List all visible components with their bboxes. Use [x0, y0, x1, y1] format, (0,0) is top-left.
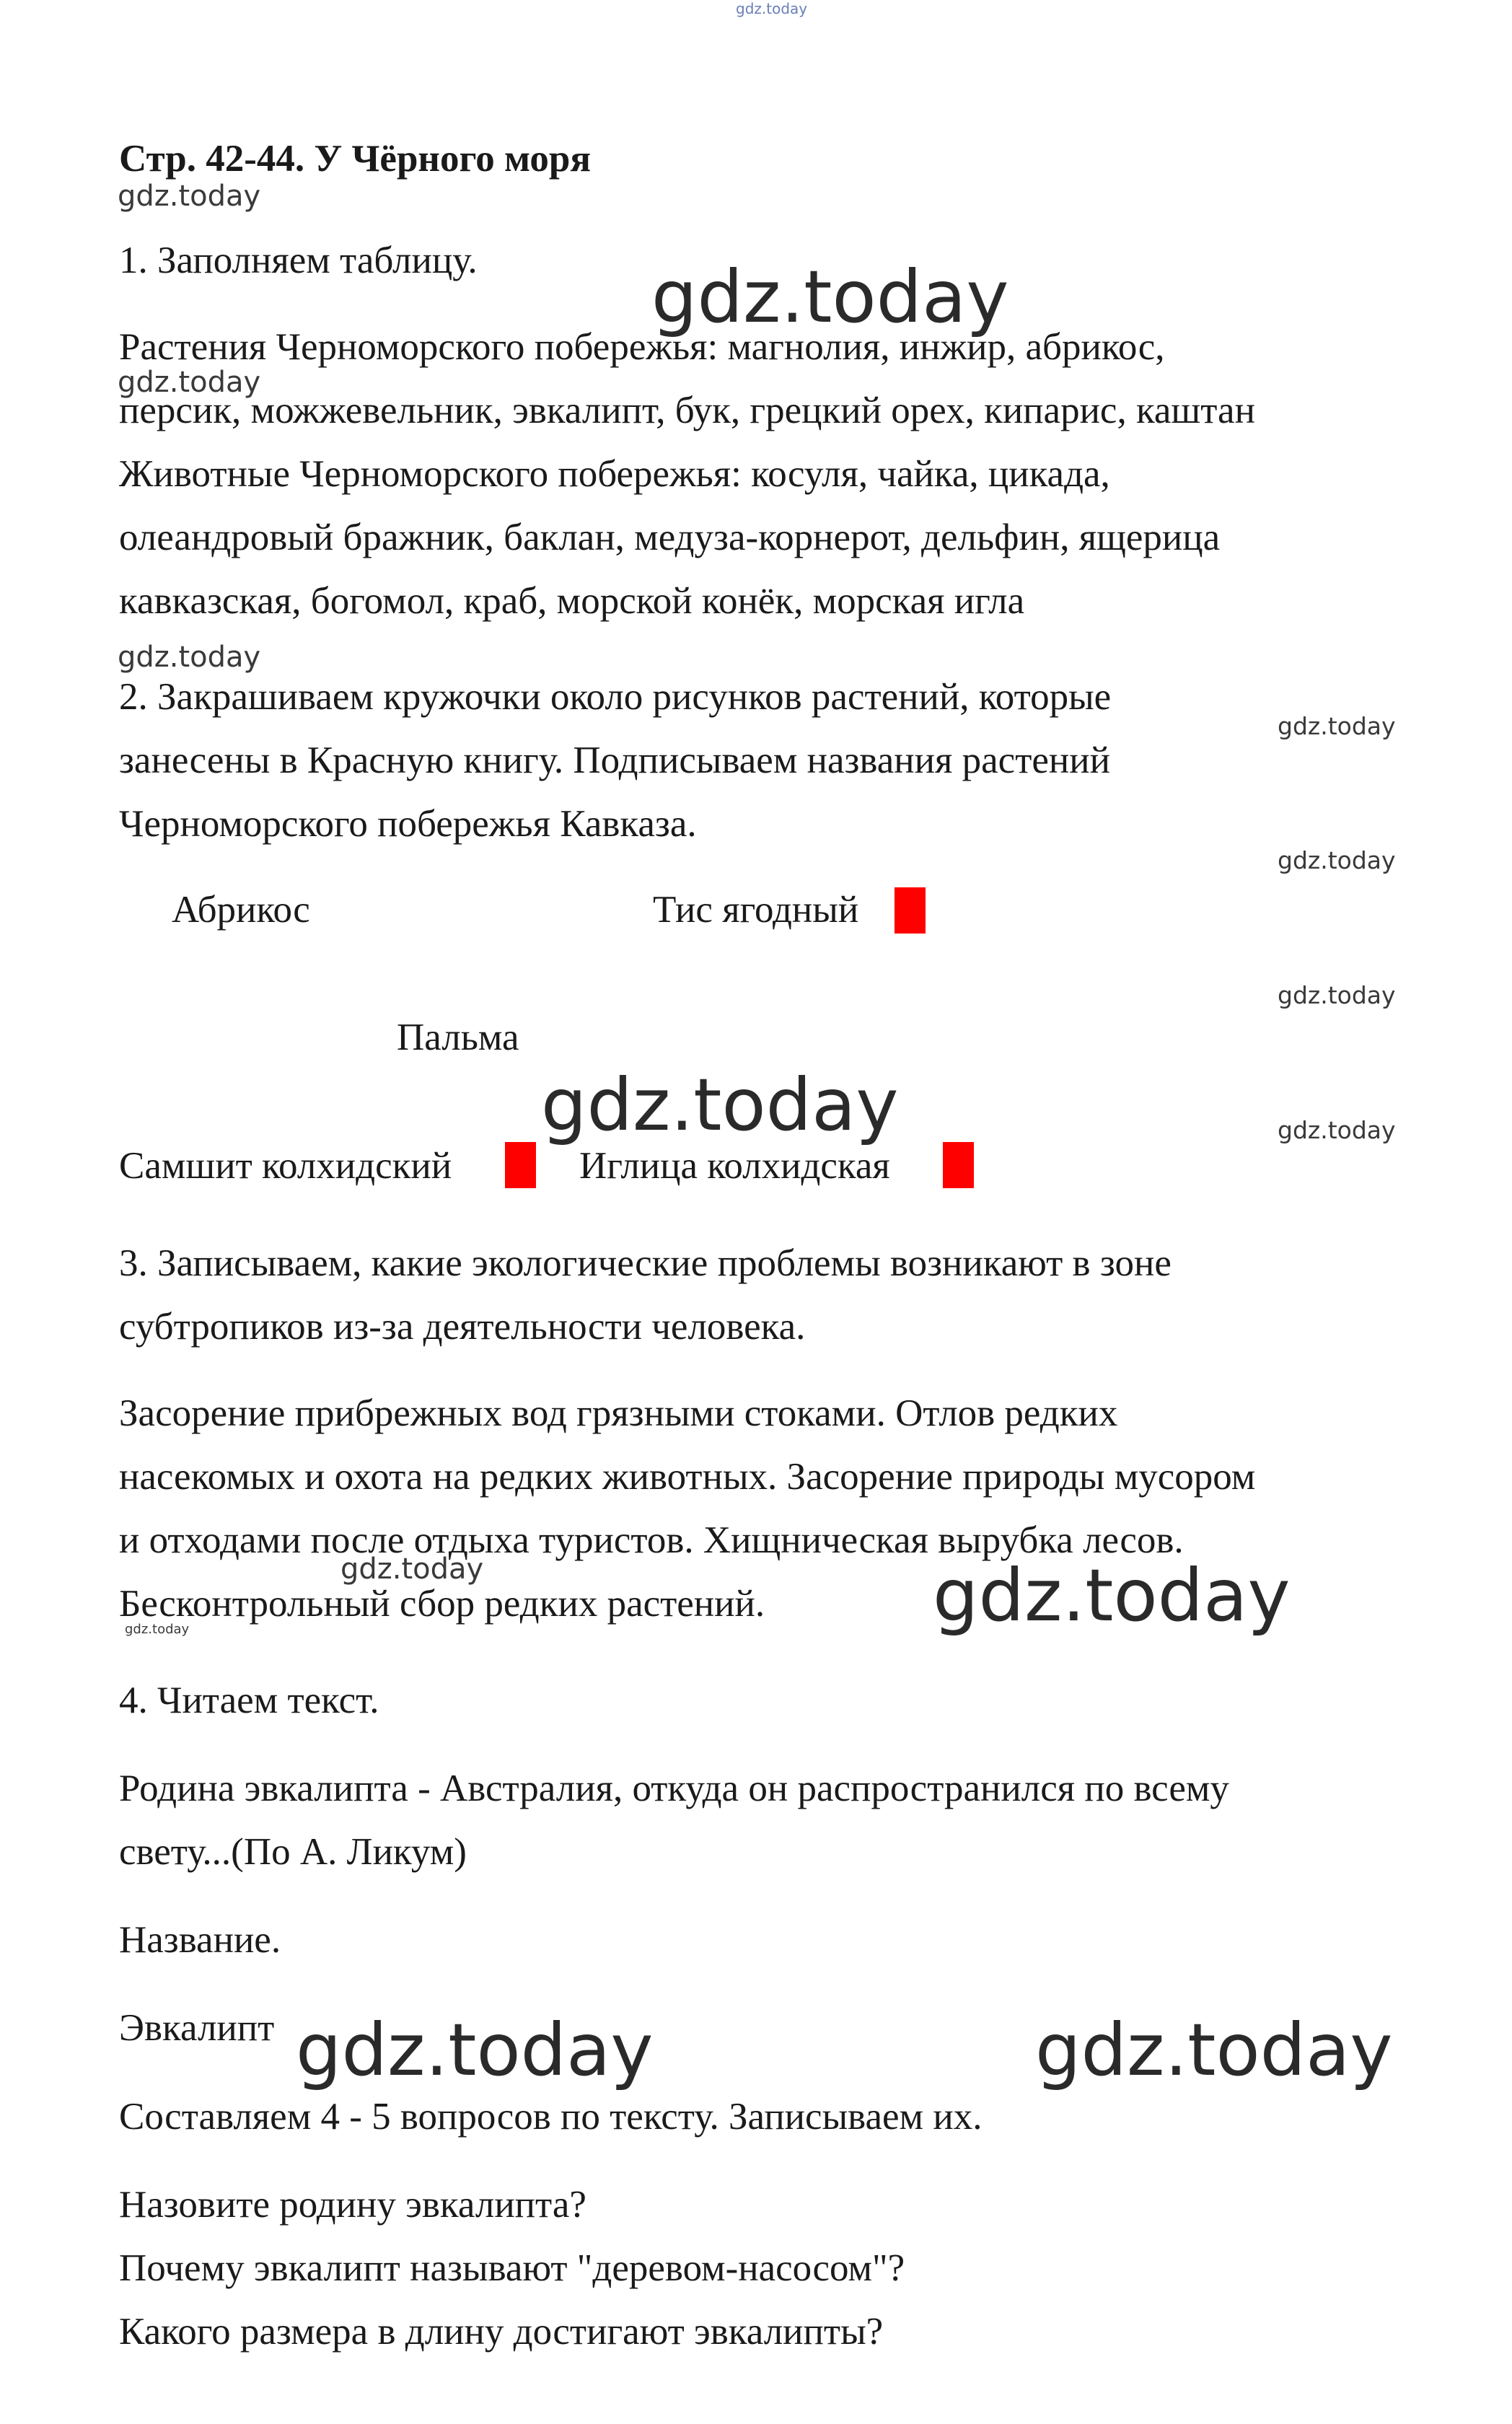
watermark: gdz.today [118, 641, 261, 674]
watermark: gdz.today [1278, 981, 1396, 1009]
plant-label-ruscus: Иглица колхидская [579, 1145, 890, 1187]
task4-name-value: Эвкалипт [119, 2007, 275, 2049]
watermark: gdz.today [118, 366, 261, 399]
plant-label-yew: Тис ягодный [653, 889, 859, 931]
page-title: Стр. 42-44. У Чёрного моря [119, 138, 592, 180]
task3-line: 3. Записываем, какие экологические проблемы возникают в зоне [119, 1242, 1172, 1284]
task4-question: Какого размера в длину достигают эвкалипты? [119, 2311, 884, 2353]
task3-answer-line: и отходами после отдыха туристов. Хищническая вырубка лесов. [119, 1519, 1184, 1561]
task2-line: занесены в Красную книгу. Подписываем названия растений [119, 739, 1110, 781]
task4-question: Почему эвкалипт называют "деревом-насосом"? [119, 2247, 905, 2289]
watermark-large: gdz.today [933, 1553, 1291, 1638]
task1-line: Животные Черноморского побережья: косуля, чайка, цикада, [119, 453, 1110, 495]
task1-line: кавказская, богомол, краб, морской конёк, морская игла [119, 580, 1025, 622]
task4-questions-task: Составляем 4 - 5 вопросов по тексту. Записываем их. [119, 2096, 983, 2138]
task3-answer-line: Засорение прибрежных вод грязными стоками. Отлов редких [119, 1392, 1118, 1434]
task4-heading: 4. Читаем текст. [119, 1679, 379, 1721]
task2-line: Черноморского побережья Кавказа. [119, 803, 697, 845]
watermark-top: gdz.today [736, 0, 808, 17]
task1-heading: 1. Заполняем таблицу. [119, 240, 478, 281]
watermark-large: gdz.today [651, 255, 1009, 339]
plant-label-boxwood: Самшит колхидский [119, 1145, 452, 1187]
watermark: gdz.today [125, 1622, 190, 1637]
red-book-mark [895, 887, 926, 934]
task4-name-label: Название. [119, 1919, 281, 1961]
red-book-mark [505, 1142, 536, 1188]
watermark: gdz.today [1278, 846, 1396, 874]
watermark: gdz.today [1278, 712, 1396, 740]
task3-line: субтропиков из-за деятельности человека. [119, 1306, 806, 1348]
task1-line: Растения Черноморского побережья: магнолия, инжир, абрикос, [119, 326, 1165, 368]
task2-line: 2. Закрашиваем кружочки около рисунков растений, которые [119, 676, 1112, 718]
watermark-large: gdz.today [541, 1063, 899, 1147]
task4-text-line: Родина эвкалипта - Австралия, откуда он распространился по всему [119, 1768, 1229, 1809]
task3-answer-line: насекомых и охота на редких животных. Засорение природы мусором [119, 1456, 1256, 1498]
red-book-mark [943, 1142, 974, 1188]
watermark-large: gdz.today [1035, 2008, 1393, 2092]
watermark: gdz.today [118, 180, 261, 213]
watermark: gdz.today [1278, 1116, 1396, 1144]
task1-line: олеандровый бражник, баклан, медуза-корнерот, дельфин, ящерица [119, 517, 1221, 558]
task4-text-line: свету...(По А. Ликум) [119, 1831, 467, 1873]
watermark: gdz.today [340, 1553, 484, 1586]
plant-label-palm: Пальма [397, 1016, 519, 1058]
task4-question: Назовите родину эвкалипта? [119, 2184, 586, 2226]
task1-line: персик, можжевельник, эвкалипт, бук, грецкий орех, кипарис, каштан [119, 390, 1255, 431]
watermark-large: gdz.today [296, 2008, 654, 2092]
task3-answer-line: Бесконтрольный сбор редких растений. [119, 1583, 765, 1625]
plant-label-apricot: Абрикос [172, 889, 310, 931]
